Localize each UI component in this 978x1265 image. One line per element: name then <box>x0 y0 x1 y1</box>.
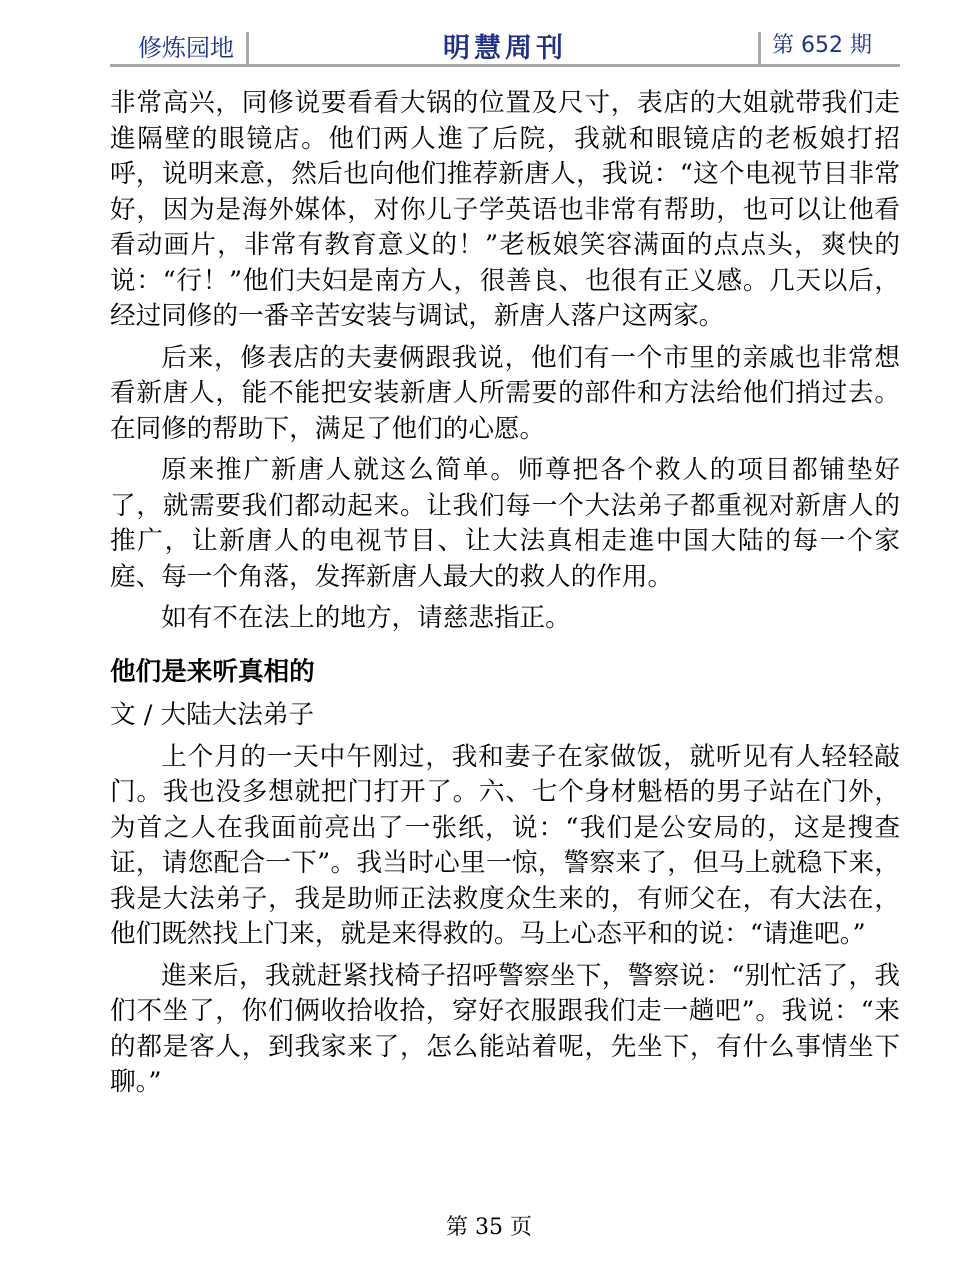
paragraph: 非常高兴，同修说要看看大锅的位置及尺寸，表店的大姐就带我们走進隔壁的眼镜店。他们两人進了后院，我就和眼镜店的老板娘打招呼，说明来意，然后也向他们推荐新唐人，我说：“这个电视节目非常好，因为是海外媒体，对你儿子学英语也非常有帮助，也可以让他看看动画片，非常有教育意义的！”老板娘笑容满面的点点头，爽快的说：“行！”他们夫妇是南方人，很善良、也很有正义感。几天以后，经过同修的一番辛苦安装与调试，新唐人落户这两家。 <box>110 88 900 331</box>
paragraph: 進来后，我就赶紧找椅子招呼警察坐下，警察说：“别忙活了，我们不坐了，你们俩收拾收拾，穿好衣服跟我们走一趟吧”。我说：“来的都是客人，到我家来了，怎么能站着呢，先坐下，有什么事情坐下聊。” <box>110 960 900 1097</box>
issue-number: 第 652 期 <box>772 33 872 58</box>
article-title: 他们是来听真相的 <box>110 656 315 687</box>
paragraph: 原来推广新唐人就这么简单。师尊把各个救人的项目都铺垫好了，就需要我们都动起来。让我们每一个大法弟子都重视对新唐人的推广，让新唐人的电视节目、让大法真相走進中国大陆的每一个家庭、每一个角落，发挥新唐人最大的救人的作用。 <box>110 455 900 592</box>
article-body <box>110 86 900 1107</box>
paragraph: 后来，修表店的夫妻俩跟我说，他们有一个市里的亲戚也非常想看新唐人，能不能把安装新唐人所需要的部件和方法给他们捎过去。在同修的帮助下，满足了他们的心愿。 <box>110 342 900 444</box>
page-header <box>110 22 900 66</box>
header-divider-right <box>758 32 761 66</box>
article-byline: 文 / 大陆大法弟子 <box>110 700 315 730</box>
page-number: 第 35 页 <box>446 1215 532 1240</box>
header-rule <box>110 64 900 67</box>
paragraph: 上个月的一天中午刚过，我和妻子在家做饭，就听见有人轻轻敲门。我也没多想就把门打开了。六、七个身材魁梧的男子站在门外，为首之人在我面前亮出了一张纸，说：“我们是公安局的，这是搜查证，请您配合一下”。我当时心里一惊，警察来了，但马上就稳下来，我是大法弟子，我是助师正法救度众生来的，有师父在，有大法在，他们既然找上门来，就是来得救的。马上心态平和的说：“请進吧。” <box>110 741 900 949</box>
publication-title: 明慧周刊 <box>443 33 567 64</box>
section-label: 修炼园地 <box>138 34 234 62</box>
paragraph: 如有不在法上的地方，请慈悲指正。 <box>161 603 571 633</box>
